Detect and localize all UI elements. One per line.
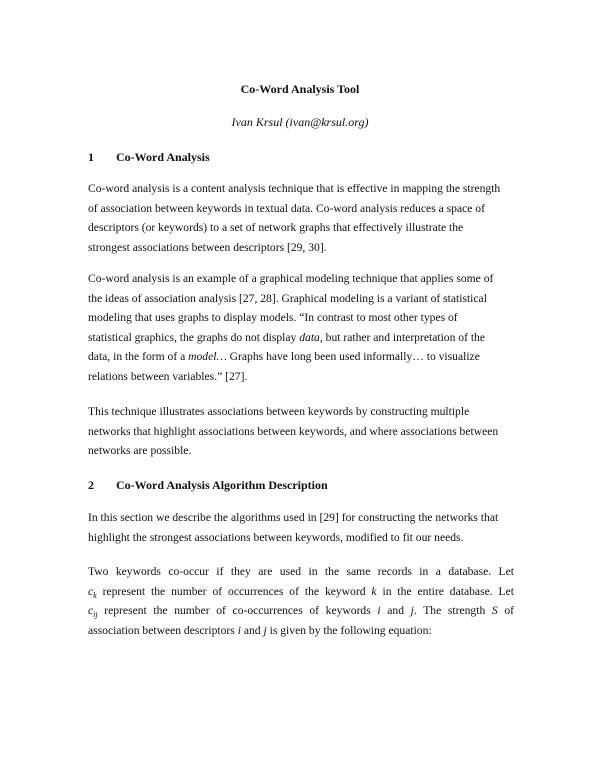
math-variable: j xyxy=(263,623,267,637)
section-1-title: Co-Word Analysis xyxy=(116,150,210,164)
math-variable: c xyxy=(88,584,94,598)
section-2-paragraph-1 xyxy=(88,508,518,547)
text-line: of association between keywords in textual data. Co-word analysis reduces a space of xyxy=(88,201,485,215)
text-line: relations between variables.” [27]. xyxy=(88,369,248,383)
text-line: This technique illustrates associations between keywords by constructing multiple xyxy=(88,405,470,418)
text-line: highlight the strongest associations between keywords, modified to fit our needs. xyxy=(88,530,464,544)
text-line: strongest associations between descriptors [29, 30]. xyxy=(88,240,327,254)
text-run: in the entire database. Let xyxy=(376,584,514,598)
document-title: Co-Word Analysis Tool xyxy=(240,82,360,96)
emphasis-data: data, xyxy=(299,330,323,344)
section-2-number: 2 xyxy=(88,478,94,492)
text-line xyxy=(88,582,514,602)
text-line: Two keywords co-occur if they are used in the same records in a database. Let xyxy=(88,565,514,578)
text-run: and xyxy=(240,623,264,637)
section-1-paragraph-2 xyxy=(88,269,518,386)
text-run: but rather and interpretation of the xyxy=(322,330,486,344)
text-line: descriptors (or keywords) to a set of network graphs that effectively illustrate the xyxy=(88,221,464,234)
math-variable: k xyxy=(371,584,377,598)
section-2-paragraph-2 xyxy=(88,562,514,640)
text-run: is given by the following equation: xyxy=(266,623,432,637)
emphasis-model: model… xyxy=(188,350,227,363)
document-author: Ivan Krsul (ivan@krsul.org) xyxy=(231,115,369,129)
math-subscript: k xyxy=(93,590,97,600)
text-run: Graphs have long been used informally… to visualize xyxy=(226,350,480,363)
text-run: of xyxy=(497,604,514,617)
text-line: networks are possible. xyxy=(88,444,192,457)
section-1-paragraph-1 xyxy=(88,179,518,257)
math-variable: S xyxy=(491,604,498,617)
section-2-title: Co-Word Analysis Algorithm Description xyxy=(116,478,328,492)
text-line xyxy=(88,328,518,348)
text-run: . The strength xyxy=(413,604,492,617)
text-run: and xyxy=(380,604,411,617)
text-line: Co-word analysis is a content analysis technique that is effective in mapping the strength xyxy=(88,182,501,195)
section-1-paragraph-3 xyxy=(88,402,518,461)
math-subscript: ij xyxy=(93,610,98,619)
text-line xyxy=(88,621,514,641)
text-line xyxy=(88,347,518,367)
text-run: represent the number of occurrences of the keyword xyxy=(96,584,372,598)
section-1-heading xyxy=(88,150,210,165)
math-variable: c xyxy=(88,604,94,617)
math-variable: j xyxy=(410,604,414,617)
text-run: data, in the form of a xyxy=(88,350,189,363)
text-run: represent the number of co-occurrences of keywords xyxy=(97,604,378,617)
text-line: modeling that uses graphs to display models. “In contrast to most other types of xyxy=(88,311,458,324)
section-1-number: 1 xyxy=(88,150,94,164)
text-line: networks that highlight associations between keywords, and where associations between xyxy=(88,424,499,438)
text-line xyxy=(88,601,514,621)
text-run: association between descriptors xyxy=(88,623,238,637)
text-line: the ideas of association analysis [27, 28]. Graphical modeling is a variant of statistical xyxy=(88,291,487,305)
text-run: statistical graphics, the graphs do not display xyxy=(88,330,300,344)
math-variable: i xyxy=(237,623,241,637)
section-2-heading xyxy=(88,478,328,493)
text-line: Co-word analysis is an example of a graphical modeling technique that applies some of xyxy=(88,272,494,285)
math-variable: i xyxy=(377,604,381,617)
text-line: In this section we describe the algorithms used in [29] for constructing the networks that xyxy=(88,511,499,524)
